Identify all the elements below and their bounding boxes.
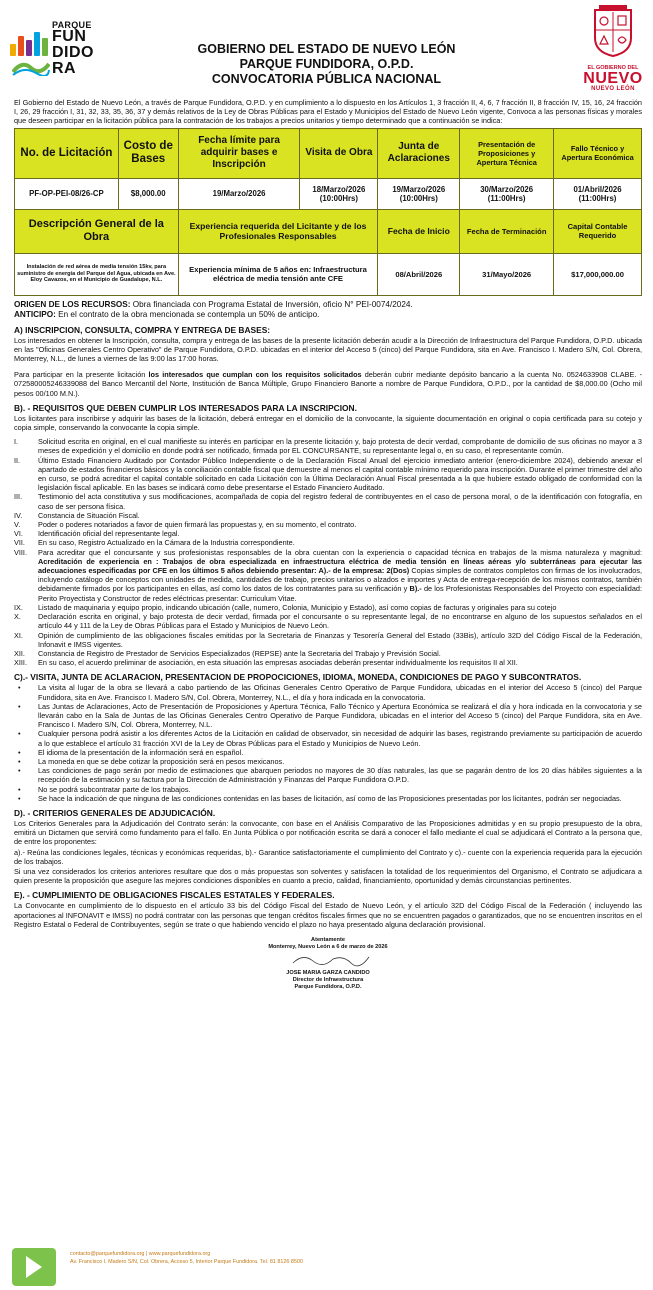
list-item: VII. En su caso, Registro Actualizado en la Cámara de la Industria correspondiente. [14,538,295,548]
table-header: Junta de Aclaraciones [378,128,460,178]
page-header [0,0,653,100]
title-gobierno: GOBIERNO DEL ESTADO DE NUEVO LEÓN [197,42,456,56]
licitacion-table [14,128,642,296]
table-cell: 19/Marzo/2026 [178,178,300,209]
table-cell: 31/Mayo/2026 [460,253,554,295]
list-item: XII. Constancia de Registro de Prestador de Servicios Especializados (REPSE) ante la Secretaria del Trabajo y Previsión Social. [14,648,441,658]
table-cell: 19/Marzo/2026 (10:00Hrs) [378,178,460,209]
section-a-title: A) INSCRIPCION, CONSULTA, COMPRA Y ENTREGA DE BASES: [14,324,271,335]
list-item: • No se podrá subcontratar parte de los trabajos. [18,784,191,794]
table-header: Fecha de Inicio [378,209,460,253]
section-e-paragraph: La Convocante en cumplimiento de lo dispuesto en el artículo 33 bis del Código Fiscal del Estado de Nuevo León, y el artículo 32D del Código Fiscal de la Federación ( incluyendo las aportaciones al INFONAVIT e IMSS) no podrá contratar con las personas que tengan créditos fiscales firmes que no se encuentren pagados o garantizados, que no se encuentren inscritos en el Registro Estatal o Federal de Contribuyentes, según se trate o que habiendo vencido el plazo no haya presentado alguna declaración provisional. [14,901,642,929]
title-convocatoria: CONVOCATORIA PÚBLICA NACIONAL [211,72,442,86]
section-d-title: D). - CRITERIOS GENERALES DE ADJUDICACIÓN. [14,807,216,818]
section-e-title: E). - CUMPLIMIENTO DE OBLIGACIONES FISCALES ESTATALES Y FEDERALES. [14,890,335,901]
table-cell: 08/Abril/2026 [378,253,460,295]
section-d-paragraph: Los Criterios Generales para la Adjudicación del Contrato serán: la convocante, con base en el Análisis Comparativo de las Proposiciones admitidas y en su propio presupuesto de la obra, emitirá un Dictamen que servirá como fundamento para el fallo. En Junta Pública o por notificación escrita se dará a conocer el fallo mediante el cual se adjudicará el Contrato a la persona que, de entre los proponentes: [14,818,642,847]
table-header: Costo de Bases [118,128,178,178]
list-item: • Cualquier persona podrá asistir a los diferentes Actos de la Licitación en calidad de observador, sin necesidad de adquirir las bases, registrando previamente su participación de acuerdo a lo que establece el artículo 31 fracción XVI de la Ley de Obras Públicas para el Estado y Municipios de Nuevo León. [18,729,642,748]
signature-icon [273,951,383,967]
table-header: Descripción General de la Obra [15,209,179,253]
footer-email-web: contacto@parquefundidora.org | www.parquefundidora.org [70,1251,211,1257]
section-c-title: C).- VISITA, JUNTA DE ACLARACION, PRESENTACION DE PROPOCICIONES, IDIOMA, MONEDA, CONDICIONES DE PAGO Y SUBCONTRATOS. [14,672,582,683]
document-title-block [0,42,653,87]
list-item: XI. Opinión de cumplimiento de las obligaciones fiscales emitidas por la Secretaria de Finanzas y Tesorería General del Estado (33Bis), artículo 32D del Código Fiscal de la Federación, Infonavit e IMSS vigentes. [14,630,642,649]
state-seal-icon [591,4,635,58]
list-item: • Las condiciones de pago serán por medio de estimaciones que abarquen periodos no mayores de 30 días naturales, las que se pagarán dentro de los 20 días hábiles siguientes a la recepción de la estimación y su factura por la Dirección de Administración y Finanzas del Parque Fundidora O.P.D. [18,766,642,785]
signer-name: JOSE MARIA GARZA CANDIDO [286,969,370,976]
table-header: No. de Licitación [15,128,119,178]
list-item: • El idioma de la presentación de la información será en español. [18,747,244,757]
section-a-payment-paragraph: Para participar en la presente licitación los interesados que cumplan con los requisitos solicitados deberán cubrir mediante depósito bancario a la cuenta No. 0524633908 CLABE. - 072580005246339088 del Banco Mercantil del Norte, Institución de Banca Múltiple, Grupo Financiero Banorte a nombre de Parque Fundidora, O.P.D., por la cantidad de $8,000.00 (Ocho mil pesos 00/100 M.N.). [14,370,643,398]
list-item: • La moneda en que se debe cotizar la proposición será en pesos mexicanos. [18,756,285,766]
list-item: • Se hace la indicación de que ninguna de las condiciones contenidas en las bases de licitación, así como de las Proposiciones presentadas por los licitantes, podrán ser negociadas. [18,793,622,803]
title-parque: PARQUE FUNDIDORA, O.P.D. [239,57,414,71]
table-header: Capital Contable Requerido [554,209,642,253]
list-item: • Las Juntas de Aclaraciones, Acto de Presentación de Proposiciones y Apertura Técnica, Fallo Técnico y Apertura Económica se realizará el día y hora indicada en la convocatoria y se llevarán cabo en la Sala de Juntas de las Oficinas Generales Centro Operativo de Parque Fundidora, ubicadas en el interior del Acceso 5 (cinco) del Parque Fundidora, sita en Ave. Francisco I. Madero S/N, Col. Obrera, Monterrey, N.L. [18,701,642,730]
table-cell: 30/Marzo/2026 (11:00Hrs) [460,178,554,209]
document-body [14,98,642,991]
table-header: Presentación de Proposiciones y Apertura Técnica [460,128,554,178]
requirements-list [14,437,642,667]
footer-contact [70,1251,303,1266]
table-cell: PF-OP-PEI-08/26-CP [15,178,119,209]
list-item: V. Poder o poderes notariados a favor de quien firmará las propuestas y, en su momento, el contrato. [14,520,357,530]
section-a-paragraph: Los interesados en obtener la Inscripción, consulta, compra y entrega de las bases de la presente licitación deberán acudir a la Dirección de Infraestructura del Parque Fundidora, O.P.D. ubicada en las "Oficinas Generales Centro Operativo" de Parque Fundidora, O.P.D. ubicadas en el interior del Acceso 5 (cinco) del Parque Fundidora, sita en Ave. Francisco I. Madero S/N, Col. Obrera, Monterrey, N.L., de lunes a viernes de las 9:00 las 17:00 horas. [14,335,642,364]
table-cell: Experiencia mínima de 5 años en: Infraestructura eléctrica de media tensión ante CFE [178,253,378,295]
table-cell: Instalación de red aérea de media tensión 15kv, para suministro de energía del Parque del Agua, ubicada en Ave. Eloy Cavazos, en el Municipio de Guadalupe, N.L. [15,253,179,295]
section-b-title: B). - REQUISITOS QUE DEBEN CUMPLIR LOS INTERESADOS PARA LA INSCRIPCION. [14,402,357,413]
origen-recursos: ORIGEN DE LOS RECURSOS: Obra financiada con Programa Estatal de Inversión, oficio N° PEI-0074/2024. [14,299,413,309]
list-item: X. Declaración escrita en original, y bajo protesta de decir verdad, firmada por el concursante o su representante legal, de no encontrarse en alguno de los supuestos señalados en el artículo 44 y 111 de la Ley de Obras Públicas para el Estado y Municipios de Nuevo León. [14,612,642,631]
section-b-intro: Los licitantes para inscribirse y adquirir las bases de la licitación, deberá entregar en el domicilio de la convocante, la siguiente documentación en original o copia certificada para su cotejo y copia simple, conservando la convocante la copia simple. [14,413,642,433]
table-cell: 01/Abril/2026 (11:00Hrs) [554,178,642,209]
anticipo: ANTICIPO: En el contrato de la obra mencionada se contempla un 50% de anticipo. [14,309,320,319]
logo-text-parque: PARQUE [52,20,92,30]
list-item: XIII. En su caso, el acuerdo preliminar de asociación, en esta situación las empresas asociadas deberán presentar individualmente los requisitos II al XII. [14,658,518,668]
list-item: VIII. Para acreditar que el concursante y sus profesionistas responsables de la obra cuentan con la experiencia o capacidad técnica en trabajos de la misma naturaleza y magnitud: Acreditación de experiencia en : Trabajos de obra especializada en infraestructura eléctrica de media tensión en líneas aéreas y/o subterráneas para ejecutar las adecuaciones especificadas por CFE en los últimos 5 años debiendo presentar: A).- de la empresa: 2(Dos) Copias simples de contratos completos con firmas de los involucrados, incluyendo catálogo de conceptos con unidades de medida, cantidades de trabajo, precios unitarios o alzados e importes y Acta de entrega-recepción de los mismos contratos, también debidamente firmados por los participantes en ellas, así como los datos de los contratantes para su verificación y B).- de los Profesionistas Responsables del Proyecto con especialidad: Perito Proyectista y Constructor de redes eléctricas presentar: Curriculum Vitae. [14,547,642,603]
table-header: Fallo Técnico y Apertura Económica [554,128,642,178]
list-item: I. Solicitud escrita en original, en el cual manifieste su interés en participar en la presente licitación y, bajo protesta de decir verdad, comprobante de domicilio de sus oficinas no mayor a 3 meses de expedición y el domicilio en donde podrá ser notificado, firmada por EL CONCURSANTE, su representante legal o, en su caso, el representante común. [14,437,642,456]
list-item: VI. Identificación oficial del representante legal. [14,529,180,539]
conditions-list [14,683,642,803]
table-header: Experiencia requerida del Licitante y de los Profesionales Responsables [178,209,378,253]
table-cell: 18/Marzo/2026 (10:00Hrs) [300,178,378,209]
section-d-paragraph: Si una vez considerados los criterios anteriores resultare que dos o más propuestas son solventes y satisfacen la totalidad de los requerimientos del Organismo, el Contrato se adjudicara a quien presente la proposición que asegure las mejores condiciones disponibles en cuanto a precio, calidad, financiamiento, oportunidad y demás circunstancias pertinentes. [14,866,642,886]
list-item: IX. Listado de maquinaria y equipo propio, indicando ubicación (calle, numero, Colonia, Municipio y Estado), así como copias de facturas y originales para su cotejo [14,602,557,612]
logo-text-fun: FUN DIDO RA [52,28,94,77]
list-item: • La visita al lugar de la obra se llevará a cabo partiendo de las Oficinas Generales Centro Operativo de Parque Fundidora, ubicadas en el interior del Acceso 5 (cinco) del Parque Fundidora, sita en Ave. Francisco I. Madero S/N, Col. Obrera, Monterrey, N.L., el día y hora indicada en la convocatoria. [18,683,642,702]
signature-block: Atentamente Monterrey, Nuevo León a 6 de marzo de 2026 JOSE MARIA GARZA CANDIDO Director de Infraestructura Parque Fundidora, O.P.D. [14,937,642,991]
list-item: II. Último Estado Financiero Auditado por Contador Público Independiente o de la Declaración Fiscal Anual del ejercicio inmediato anterior (enero-diciembre 2024), debiendo anexar el apartado de estados financieros básicos y la conciliación contable fiscal que demuestre al menos el capital contable mínimo requerido para inscripción. Durante el primer trimestre del año en curso, se podrá acreditar el capital contable solicitado en cada Licitación con la Última Declaración Anual Fiscal presentada a la que hubiere estado obligado de conformidad con la legislación fiscal aplicable. En las bases se indicará como debe presentarse el Estado Financiero Auditado. [14,455,642,493]
section-d-paragraph: a).- Reúna las condiciones legales, técnicas y económicas requeridas, b).- Garantice satisfactoriamente el cumplimiento del Contrato y c).- cuente con la experiencia requerida para la ejecución de los trabajos. [14,847,642,866]
table-cell: $8,000.00 [118,178,178,209]
footer-address: Av. Francisco I. Madero S/N, Col. Obrera, Acceso 5, Interior Parque Fundidora. Tel. 81 8126 8500 [70,1258,303,1265]
list-item: III. Testimonio del acta constitutiva y sus modificaciones, acompañada de copia del registro federal de contribuyentes en el caso de persona moral, o de la identificación con fotografía, en caso de ser persona física. [14,492,642,511]
table-header: Fecha de Terminación [460,209,554,253]
footer-brand-icon [12,1248,56,1286]
gobierno-nuevo-leon-logo: EL GOBIERNO DEL NUEVO NUEVO LEÓN [582,4,644,96]
table-header: Visita de Obra [300,128,378,178]
table-cell: $17,000,000.00 [554,253,642,295]
intro-paragraph: El Gobierno del Estado de Nuevo León, a través de Parque Fundidora, O.P.D. y en cumplimiento a lo dispuesto en los Artículos 1, 3 fracción II, 4, 6, 7 fracción II, 8 fracción IV, 15, 16, 24 fracción I, 26, 29 fracción I, 31, 32, 33, 35, 36, 37 y demás relativos de la Ley de Obras Públicas para el Estado y Municipios del Estado de Nuevo León vigente, Convoca a las personas físicas y morales que deseen participar en la licitación pública para la contratación de los trabajos a precios unitarios y tiempo determinado que a continuación se indica: [14,98,642,126]
page-footer [0,1240,653,1290]
list-item: IV. Constancia de Situación Fiscal. [14,510,140,520]
table-header: Fecha límite para adquirir bases e Inscripción [178,128,300,178]
